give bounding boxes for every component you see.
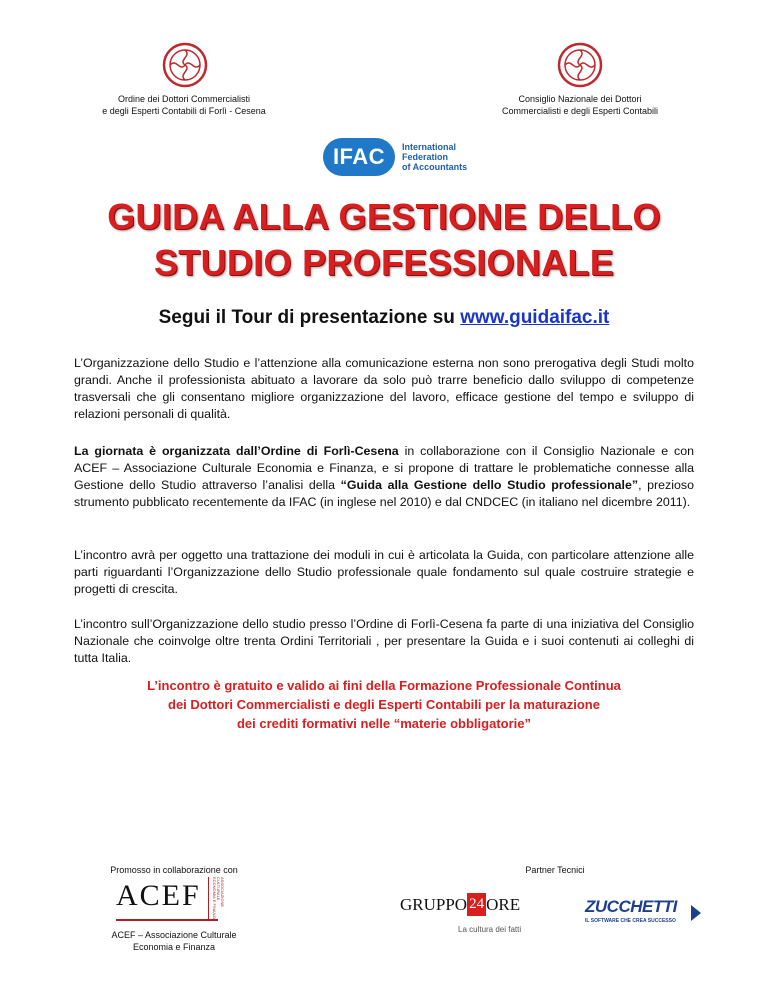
gruppo-ore-text: ORE: [486, 894, 521, 914]
ifac-line3: of Accountants: [402, 162, 468, 172]
paragraph-4: L’incontro sull’Organizzazione dello studio presso l’Ordine di Forlì-Cesena fa parte di una iniziativa del Consiglio Nazionale che coinvolge oltre trenta Ordini Territoriali , per presentare la Guida e i suoi contenuti ai colleghi di tutta Italia.: [74, 617, 694, 665]
gruppo-text: GRUPPO: [400, 894, 468, 914]
acef-side-text: ASSOCIAZIONE CULTURALE ECONOMIA E FINANZA: [212, 877, 225, 921]
zucchetti-logo: [585, 897, 705, 937]
free-event-notice: [74, 676, 694, 733]
notice-line3: dei crediti formativi nelle “materie obbligatorie”: [236, 716, 532, 731]
zucchetti-wordmark: ZUCCHETTI: [585, 897, 677, 916]
gruppo-tagline: La cultura dei fatti: [458, 925, 522, 934]
ifac-badge: IFAC: [323, 138, 395, 176]
acef-divider: [208, 877, 209, 919]
zucchetti-tagline: IL SOFTWARE CHE CREA SUCCESSO: [585, 918, 676, 924]
right-org-name: [480, 93, 680, 117]
acef-rule: [116, 919, 218, 921]
ifac-logo: [323, 138, 467, 176]
guidaifac-link[interactable]: www.guidaifac.it: [460, 307, 610, 328]
subtitle: [0, 307, 768, 329]
consiglio-logo: [557, 42, 603, 93]
title-line1: GUIDA ALLA GESTIONE DELLO: [107, 196, 661, 237]
right-org-line2: Commercialisti e degli Esperti Contabili: [501, 106, 659, 116]
ordine-logo: [162, 42, 208, 93]
promoted-label: Promosso in collaborazione con: [110, 865, 238, 875]
left-org-line2: e degli Esperti Contabili di Forlì - Cesena: [102, 106, 266, 116]
subtitle-text: Segui il Tour di presentazione su: [158, 307, 461, 328]
left-org-name: [84, 93, 284, 117]
acef-caption-line1: ACEF – Associazione Culturale: [111, 930, 237, 940]
left-org-line1: Ordine dei Dottori Commercialisti: [117, 94, 251, 104]
zucchetti-mark-icon: [689, 903, 703, 923]
title-line2: STUDIO PROFESSIONALE: [153, 242, 615, 283]
partner-label: Partner Tecnici: [525, 865, 585, 875]
p2-end: , prezioso strumento pubblicato recentemente da IFAC (in inglese nel 2010) e dal CNDCEC (in italiano nel dicembre 2011).: [74, 478, 694, 509]
paragraph-3: L’incontro avrà per oggetto una trattazione dei moduli in cui è articolata la Guida, con particolare attenzione alle parti riguardanti l’Organizzazione dello Studio professionale quale fondamento sul quale costruire strategie e progetti di crescita.: [74, 548, 694, 596]
acef-caption: [84, 929, 264, 953]
paragraph-1: L’Organizzazione dello Studio e l’attenzione alla comunicazione esterna non sono prerogativa degli Studi molto grandi. Anche il professionista abituato a lavorare da solo può trarre beneficio dallo sviluppo di competenze trasversali che gli consentano migliore organizzazione del lavoro, efficace gestione del tempo e sviluppo di relazioni personali di qualità.: [74, 356, 694, 421]
ifac-line1: International: [402, 142, 457, 152]
acef-caption-line2: Economia e Finanza: [132, 942, 216, 952]
ifac-line2: Federation: [402, 152, 449, 162]
acef-logo: [116, 873, 226, 925]
notice-line1: L’incontro è gratuito e valido ai fini della Formazione Professionale Continua: [147, 678, 621, 693]
right-org-line1: Consiglio Nazionale dei Dottori: [518, 94, 642, 104]
gruppo24ore-logo: [400, 893, 530, 937]
p2-bold-lead: La giornata è organizzata dall’Ordine di Forlì-Cesena: [74, 444, 399, 458]
notice-line2: dei Dottori Commercialisti e degli Esperti Contabili per la maturazione: [168, 697, 600, 712]
gruppo-24-badge: 24: [467, 893, 486, 916]
p2-guide-title: “Guida alla Gestione dello Studio professionale”: [340, 478, 639, 492]
acef-wordmark: ACEF: [116, 879, 201, 912]
paragraph-2: [74, 443, 694, 511]
page-title: [0, 194, 768, 286]
p2-middle: in collaborazione con il Consiglio Nazionale e con ACEF – Associazione Culturale Economia e Finanza, e si propone di trattare le problematiche connesse alla Gestione dello Studio attraverso l’analisi della: [74, 444, 695, 492]
